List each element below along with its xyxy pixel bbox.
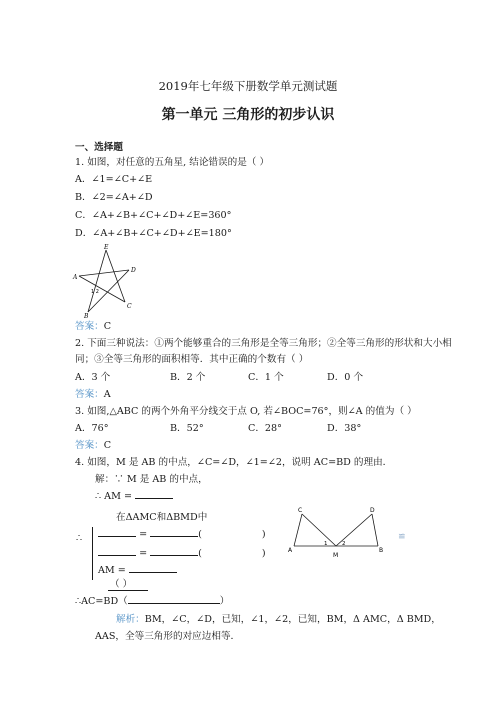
q4-am-blank[interactable] xyxy=(135,498,173,499)
q4-conclusion-prefix: ∴AC=BD（ xyxy=(75,596,128,607)
q4-conclusion xyxy=(75,596,229,608)
q1-answer xyxy=(75,321,111,333)
q2-stem-line2: 同；③全等三角形的面积相等．其中正确的个数有（ ） xyxy=(75,354,309,365)
q3-option-b: B．52° xyxy=(170,423,204,434)
pentagram-label-a: A xyxy=(73,274,78,281)
q2-answer xyxy=(75,389,111,401)
q3-option-a: A．76° xyxy=(75,423,109,434)
page-title: 2019年七年级下册数学单元测试题 xyxy=(158,79,338,93)
q4-row1-left-blank[interactable] xyxy=(98,536,136,537)
q1-option-a: A．∠1=∠C+∠E xyxy=(75,174,153,185)
pentagram-angle-labels: 1 2 xyxy=(91,289,99,295)
q3-answer-label: 答案： xyxy=(75,440,104,451)
q1-option-d: D．∠A+∠B+∠C+∠D+∠E=180° xyxy=(75,228,232,239)
q1-option-b: B．∠2=∠A+∠D xyxy=(75,192,153,203)
pentagram-figure xyxy=(72,242,142,318)
q4-analysis-line1 xyxy=(116,614,441,626)
unit-title: 第一单元 三角形的初步认识 xyxy=(161,107,335,123)
q3-answer xyxy=(75,440,111,452)
q4-row3-am: AM = xyxy=(98,565,126,576)
q2-option-b: B．2 个 xyxy=(170,372,206,383)
q4-therefore-symbol: ∴ xyxy=(76,533,83,544)
pentagram-label-b: B xyxy=(84,313,89,318)
q1-stem: 1. 如图，对任意的五角星, 结论错误的是（ ） xyxy=(75,157,270,168)
triangles-label-b: B xyxy=(379,547,384,554)
q1-answer-label: 答案： xyxy=(75,321,104,332)
pentagram-label-e: E xyxy=(104,244,109,251)
q4-row2-paren-close: ) xyxy=(261,548,266,559)
q4-row2-eq: = xyxy=(139,548,148,559)
q4-row1-paren-open: ( xyxy=(198,529,202,540)
q4-analysis-text1: BM，∠C，∠D，已知，∠1，∠2，已知，BM，Δ AMC，Δ BMD， xyxy=(144,614,441,625)
q4-row3-blank[interactable] xyxy=(129,572,177,573)
q4-analysis-line2: AAS，全等三角形的对应边相等． xyxy=(95,631,241,642)
q4-in-triangles: 在ΔAMC和ΔBMD中 xyxy=(116,512,208,523)
q4-am-line xyxy=(95,491,173,503)
q4-row1-eq: = xyxy=(139,529,148,540)
q2-option-d: D．0 个 xyxy=(327,372,364,383)
triangles-angle-2: 2 xyxy=(342,541,346,547)
pentagram-label-c: C xyxy=(127,303,132,310)
q1-option-c: C．∠A+∠B+∠C+∠D+∠E=360° xyxy=(75,210,232,221)
q2-option-c: C．1 个 xyxy=(248,372,284,383)
triangles-label-d: D xyxy=(370,507,375,514)
q4-row1-paren-close: ) xyxy=(261,529,266,540)
triangles-angle-1: 1 xyxy=(324,541,328,547)
q4-small-underline xyxy=(108,590,148,591)
q4-condition-row-2 xyxy=(98,548,266,560)
q4-condition-row-1 xyxy=(98,529,266,541)
triangles-label-a: A xyxy=(288,547,293,554)
q2-answer-label: 答案： xyxy=(75,389,104,400)
q4-conclusion-blank[interactable] xyxy=(128,603,220,604)
q2-answer-value: A xyxy=(103,389,111,400)
q3-option-d: D．38° xyxy=(327,423,362,434)
section-heading: 一、选择题 xyxy=(75,142,123,153)
q3-stem: 3. 如图,△ABC 的两个外角平分线交于点 O, 若∠BOC=76°，则∠A 的值为（ ） xyxy=(75,406,417,417)
q4-row2-left-blank[interactable] xyxy=(98,555,136,556)
triangles-label-m: M xyxy=(333,552,339,559)
q4-solution-line: 解：∵ M 是 AB 的中点， xyxy=(95,474,208,485)
triangles-figure xyxy=(284,504,396,562)
stray-congruence-mark: ≌ xyxy=(398,532,406,542)
q4-stem: 4. 如图，M 是 AB 的中点，∠C=∠D，∠1=∠2，说明 AC=BD 的理由． xyxy=(75,457,393,468)
q1-answer-value: C xyxy=(103,321,112,332)
q3-option-c: C．28° xyxy=(248,423,282,434)
q4-am-prefix: ∴ AM = xyxy=(95,491,132,502)
q4-row2-right-blank[interactable] xyxy=(150,555,198,556)
q4-analysis-label: 解析： xyxy=(116,614,145,625)
q4-row2-paren-open: ( xyxy=(198,548,202,559)
pentagram-label-d: D xyxy=(131,267,136,274)
q2-stem-line1: 2. 下面三种说法：①两个能够重合的三角形是全等三角形；②全等三角形的形状和大小相 xyxy=(75,338,452,349)
q4-row1-right-blank[interactable] xyxy=(150,536,198,537)
q3-answer-value: C xyxy=(103,440,112,451)
q4-small-paren: （ ） xyxy=(110,579,133,590)
q4-conclusion-suffix: ） xyxy=(219,596,230,607)
triangles-label-c: C xyxy=(298,507,303,514)
q2-option-a: A．3 个 xyxy=(75,372,111,383)
q4-condition-row-3 xyxy=(98,565,177,577)
q4-system-brace xyxy=(92,527,93,580)
